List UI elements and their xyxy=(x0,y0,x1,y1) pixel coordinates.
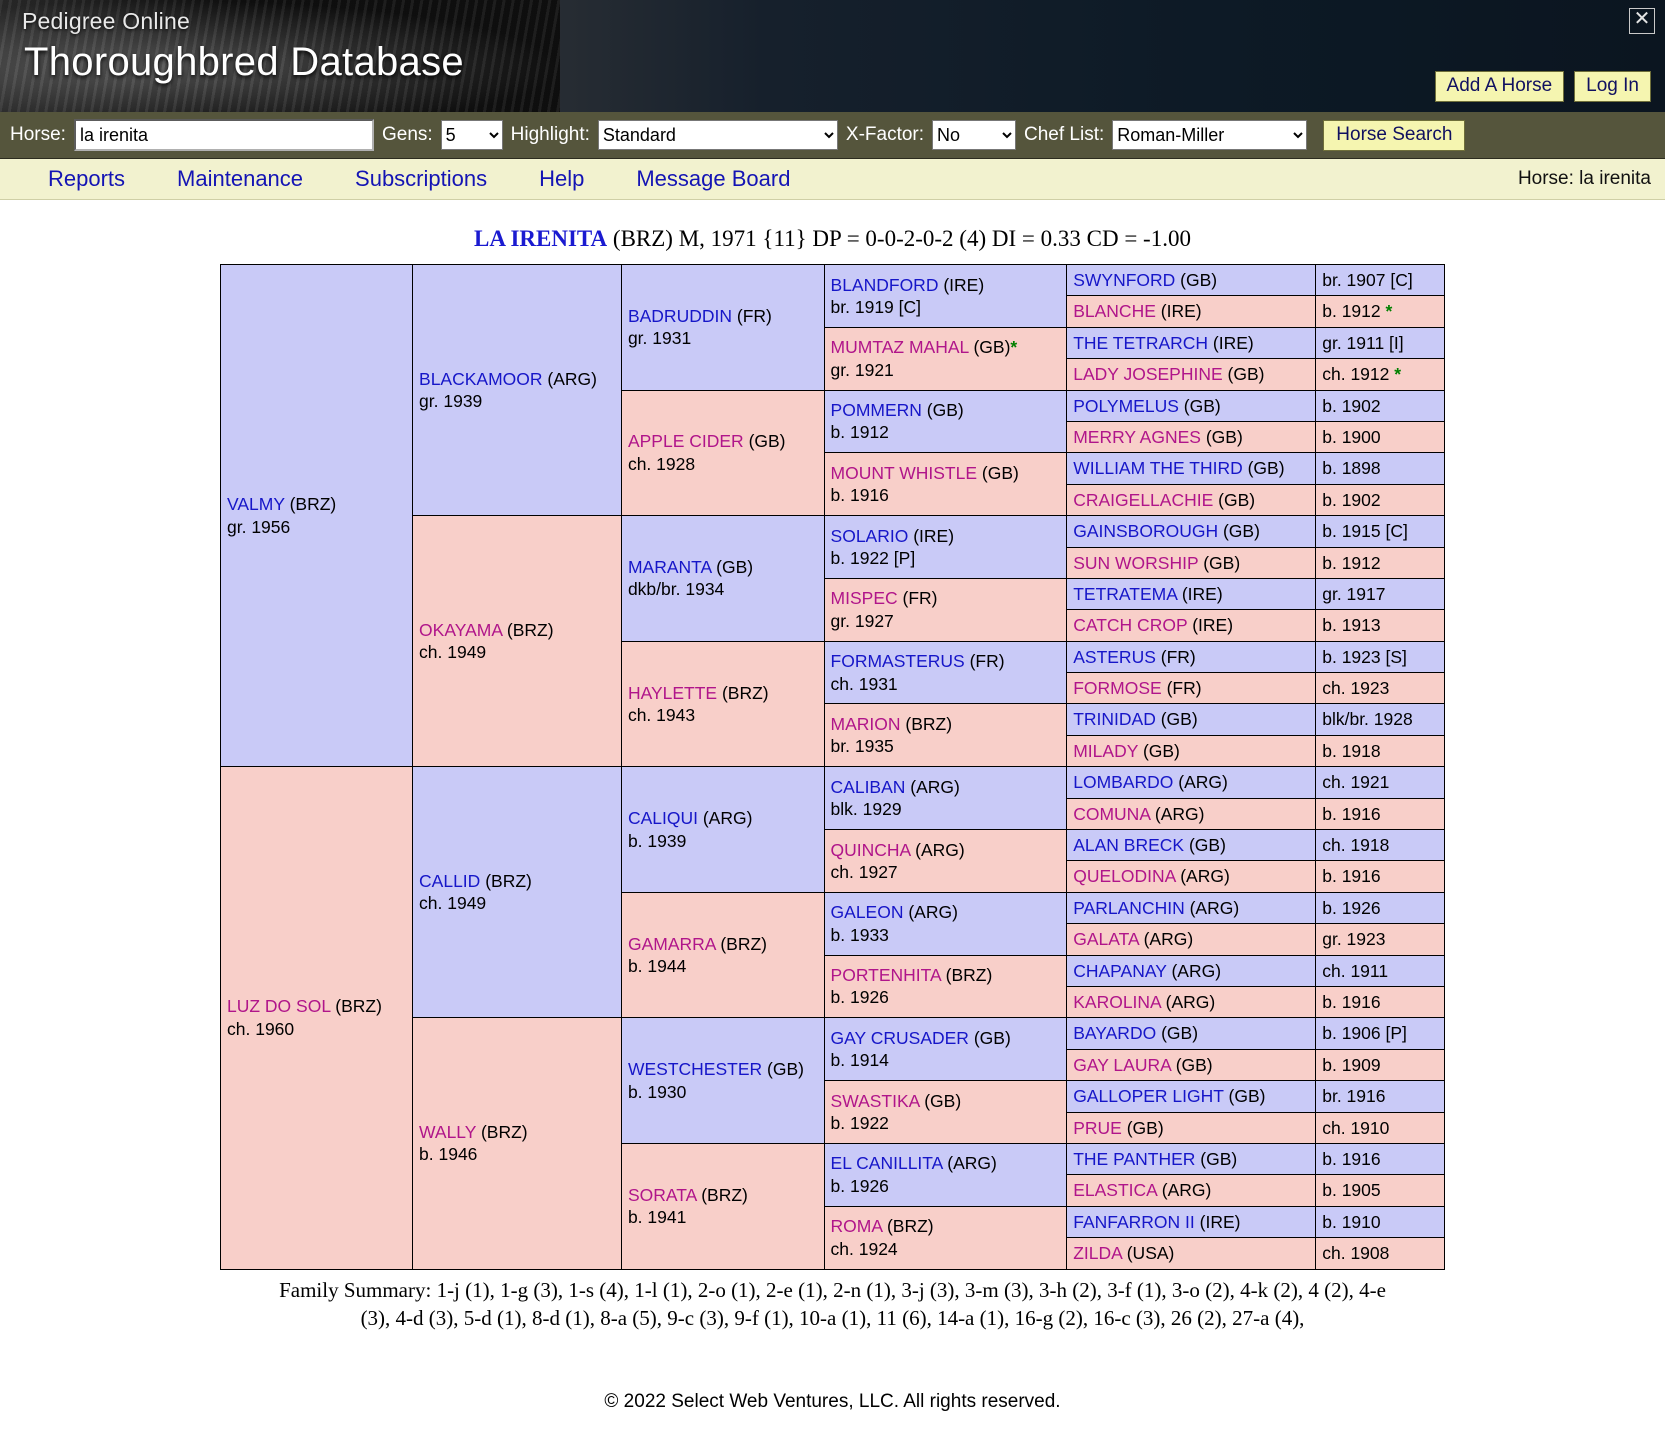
nav-item-help[interactable]: Help xyxy=(539,166,585,191)
add-a-horse-button[interactable]: Add A Horse xyxy=(1435,71,1565,102)
horse-link[interactable]: ZILDA xyxy=(1073,1243,1122,1264)
horse-date: b. 1922 [P] xyxy=(830,548,916,569)
pedigree-cell-gen5-date: br. 1916 xyxy=(1316,1081,1445,1112)
generations-select[interactable] xyxy=(441,120,503,150)
horse-link[interactable]: EL CANILLITA xyxy=(830,1153,943,1174)
pedigree-cell-gen5-date: b. 1916 xyxy=(1316,986,1445,1017)
horse-date: b. 1914 xyxy=(830,1050,889,1071)
horse-link[interactable]: PORTENHITA xyxy=(830,965,941,986)
pedigree-cell-gen4[interactable]: MISPEC (FR) gr. 1927 xyxy=(824,578,1067,641)
pedigree-cell-gen5[interactable]: GAY LAURA (GB) xyxy=(1067,1049,1316,1080)
horse-link[interactable]: FORMOSE xyxy=(1073,678,1162,699)
pedigree-cell-gen2[interactable]: WALLY (BRZ) b. 1946 xyxy=(413,1018,622,1269)
horse-link[interactable]: SWASTIKA xyxy=(830,1090,920,1111)
pedigree-cell-gen5-date: ch. 1912 * xyxy=(1316,359,1445,390)
pedigree-cell-gen4[interactable]: MARION (BRZ) br. 1935 xyxy=(824,704,1067,767)
log-in-button[interactable]: Log In xyxy=(1574,71,1651,102)
pedigree-cell-gen4[interactable]: ROMA (BRZ) ch. 1924 xyxy=(824,1206,1067,1269)
nav-item-subscriptions[interactable]: Subscriptions xyxy=(355,166,488,191)
horse-date: b. 1944 xyxy=(627,956,687,977)
gens-label: Gens: xyxy=(381,124,433,145)
horse-link[interactable]: BADRUDDIN xyxy=(627,305,732,326)
horse-link[interactable]: GAMARRA xyxy=(627,933,716,954)
pedigree-cell-gen5-date: b. 1906 [P] xyxy=(1316,1018,1445,1049)
horse-date: b. 1916 xyxy=(830,485,889,506)
family-summary: Family Summary: 1-j (1), 1-g (3), 1-s (4), 1-l (1), 2-o (1), 2-e (1), 2-n (1), 3-j (3), 3-m (3), 3-h (2), 3-f (1), 3-o (2), 4-k (2), 4 (2), 4-e (3), 4-d (3), 5-d (1), 8-d (1), 8-a (5), 9-c (3), 9-f (1), 10-a (1), 11 (6), 14-a (1), 16-g (2), 16-c (3), 26 (2), 27-a (4), xyxy=(279,1277,1386,1330)
pedigree-cell-gen5-date: b. 1913 xyxy=(1316,610,1445,641)
horse-link[interactable]: COMUNA xyxy=(1073,803,1151,824)
pedigree-cell-gen5-date: gr. 1923 xyxy=(1316,924,1445,955)
pedigree-cell-gen3[interactable]: GAMARRA (BRZ) b. 1944 xyxy=(621,892,824,1018)
horse-link[interactable]: SORATA xyxy=(627,1184,697,1205)
pedigree-cell-gen5-date: b. 1916 xyxy=(1316,1143,1445,1174)
pedigree-cell-gen1[interactable]: LUZ DO SOL (BRZ) ch. 1960 xyxy=(221,767,413,1269)
copyright-footer: © 2022 Select Web Ventures, LLC. All rights reserved. xyxy=(604,1391,1061,1412)
pedigree-cell-gen3[interactable]: APPLE CIDER (GB) ch. 1928 xyxy=(621,390,824,516)
horse-date: b. 1939 xyxy=(627,830,687,851)
pedigree-cell-gen5[interactable]: ASTERUS (FR) xyxy=(1067,641,1316,672)
pedigree-cell-gen5-date: b. 1905 xyxy=(1316,1175,1445,1206)
pedigree-table xyxy=(220,264,1445,1270)
search-toolbar xyxy=(0,112,1665,159)
horse-link[interactable]: HAYLETTE xyxy=(627,682,718,703)
horse-date: b. 1946 xyxy=(419,1144,478,1165)
horse-link[interactable]: MOUNT WHISTLE xyxy=(830,462,978,483)
horse-date: ch. 1931 xyxy=(830,673,898,694)
pedigree-cell-gen5-date: b. 1910 xyxy=(1316,1206,1445,1237)
horse-link[interactable]: WALLY xyxy=(419,1122,477,1143)
horse-link[interactable]: MERRY AGNES xyxy=(1073,426,1201,447)
horse-date: b. 1926 xyxy=(830,1175,889,1196)
pedigree-cell-gen3[interactable]: MARANTA (GB) dkb/br. 1934 xyxy=(621,516,824,642)
horse-link[interactable]: LOMBARDO xyxy=(1073,772,1174,793)
horse-date: gr. 1956 xyxy=(227,516,291,537)
pedigree-cell-gen5-date: b. 1902 xyxy=(1316,390,1445,421)
pedigree-cell-gen5[interactable]: ALAN BRECK (GB) xyxy=(1067,830,1316,861)
horse-date: ch. 1943 xyxy=(627,704,696,725)
horse-date: ch. 1927 xyxy=(830,861,898,882)
pedigree-cell-gen5-date: b. 1902 xyxy=(1316,484,1445,515)
horse-link[interactable]: TRINIDAD xyxy=(1073,709,1156,730)
pedigree-cell-gen4[interactable]: SOLARIO (IRE) b. 1922 [P] xyxy=(824,516,1067,579)
nav-item-reports[interactable]: Reports xyxy=(48,166,126,191)
horse-date: ch. 1960 xyxy=(227,1018,295,1039)
horse-link[interactable]: PARLANCHIN xyxy=(1073,897,1185,918)
horse-link[interactable]: MUMTAZ MAHAL xyxy=(830,337,969,358)
chef-list-label: Chef List: xyxy=(1024,124,1105,145)
horse-link[interactable]: CALLID xyxy=(419,870,481,891)
pedigree-cell-gen5-date: ch. 1918 xyxy=(1316,830,1445,861)
pedigree-cell-gen5[interactable]: GAINSBOROUGH (GB) xyxy=(1067,516,1316,547)
pedigree-cell-gen5-date: ch. 1910 xyxy=(1316,1112,1445,1143)
horse-date: b. 1912 xyxy=(830,422,889,443)
pedigree-cell-gen5[interactable]: THE TETRARCH (IRE) xyxy=(1067,327,1316,358)
pedigree-cell-gen3[interactable]: CALIQUI (ARG) b. 1939 xyxy=(621,767,824,893)
horse-date: ch. 1928 xyxy=(627,453,696,474)
horse-date: b. 1930 xyxy=(627,1081,687,1102)
horse-link[interactable]: ROMA xyxy=(830,1216,883,1237)
horse-link[interactable]: TETRATEMA xyxy=(1073,583,1177,604)
pedigree-cell-gen4[interactable]: PORTENHITA (BRZ) b. 1926 xyxy=(824,955,1067,1018)
close-icon[interactable]: ✕ xyxy=(1629,8,1655,34)
pedigree-cell-gen5-date: gr. 1917 xyxy=(1316,578,1445,609)
pedigree-row xyxy=(221,265,1445,296)
pedigree-cell-gen5[interactable]: MERRY AGNES (GB) xyxy=(1067,421,1316,452)
horse-label: Horse: xyxy=(10,124,66,145)
horse-link[interactable]: BAYARDO xyxy=(1073,1023,1157,1044)
horse-link[interactable]: BLACKAMOOR xyxy=(419,368,543,389)
pedigree-cell-gen3[interactable]: SORATA (BRZ) b. 1941 xyxy=(621,1143,824,1269)
pedigree-cell-gen5-date: b. 1926 xyxy=(1316,892,1445,923)
horse-link[interactable]: GAY LAURA xyxy=(1073,1054,1171,1075)
horse-link[interactable]: MILADY xyxy=(1073,740,1139,761)
pedigree-cell-gen5[interactable]: PARLANCHIN (ARG) xyxy=(1067,892,1316,923)
pedigree-cell-gen4[interactable]: MUMTAZ MAHAL (GB)* gr. 1921 xyxy=(824,327,1067,390)
pedigree-cell-gen5[interactable]: THE PANTHER (GB) xyxy=(1067,1143,1316,1174)
horse-link[interactable]: CALIBAN xyxy=(830,776,906,797)
pedigree-cell-gen4[interactable]: SWASTIKA (GB) b. 1922 xyxy=(824,1081,1067,1144)
horse-link[interactable]: APPLE CIDER xyxy=(627,431,744,452)
horse-link[interactable]: ALAN BRECK xyxy=(1073,835,1185,856)
pedigree-cell-gen5-date: gr. 1911 [I] xyxy=(1316,327,1445,358)
pedigree-cell-gen5-date: ch. 1908 xyxy=(1316,1238,1445,1269)
pedigree-cell-gen5-date: b. 1915 [C] xyxy=(1316,516,1445,547)
horse-link[interactable]: CRAIGELLACHIE xyxy=(1073,489,1214,510)
pedigree-cell-gen3[interactable]: BADRUDDIN (FR) gr. 1931 xyxy=(621,265,824,391)
pedigree-cell-gen5-date: ch. 1923 xyxy=(1316,673,1445,704)
site-name-large: Thoroughbred Database xyxy=(24,40,464,84)
horse-link[interactable]: GALATA xyxy=(1073,929,1139,950)
pedigree-cell-gen2[interactable]: OKAYAMA (BRZ) ch. 1949 xyxy=(413,516,622,767)
horse-link[interactable]: MISPEC xyxy=(830,588,898,609)
pedigree-cell-gen5-date: b. 1912 * xyxy=(1316,296,1445,327)
horse-link[interactable]: KAROLINA xyxy=(1073,991,1161,1012)
horse-link[interactable]: LUZ DO SOL xyxy=(227,996,331,1017)
pedigree-cell-gen5[interactable]: CHAPANAY (ARG) xyxy=(1067,955,1316,986)
horse-link[interactable]: SUN WORSHIP xyxy=(1073,552,1199,573)
pedigree-cell-gen5[interactable]: LADY JOSEPHINE (GB) xyxy=(1067,359,1316,390)
horse-date: gr. 1939 xyxy=(419,391,483,412)
horse-link[interactable]: WILLIAM THE THIRD xyxy=(1073,458,1243,479)
site-banner xyxy=(0,0,1665,112)
pedigree-cell-gen3[interactable]: WESTCHESTER (GB) b. 1930 xyxy=(621,1018,824,1144)
horse-link[interactable]: POLYMELUS xyxy=(1073,395,1179,416)
pedigree-cell-gen5[interactable]: BAYARDO (GB) xyxy=(1067,1018,1316,1049)
pedigree-cell-gen5-date: br. 1907 [C] xyxy=(1316,265,1445,296)
pedigree-subject-details: (BRZ) M, 1971 {11} DP = 0-0-2-0-2 (4) DI = 0.33 CD = -1.00 xyxy=(612,226,1191,251)
horse-link[interactable]: CATCH CROP xyxy=(1073,615,1188,636)
pedigree-cell-gen5-date: b. 1898 xyxy=(1316,453,1445,484)
pedigree-cell-gen5-date: b. 1923 [S] xyxy=(1316,641,1445,672)
pedigree-cell-gen5-date: b. 1909 xyxy=(1316,1049,1445,1080)
pedigree-cell-gen2[interactable]: BLACKAMOOR (ARG) gr. 1939 xyxy=(413,265,622,516)
pedigree-cell-gen5[interactable]: TRINIDAD (GB) xyxy=(1067,704,1316,735)
pedigree-cell-gen4[interactable]: QUINCHA (ARG) ch. 1927 xyxy=(824,830,1067,893)
horse-link[interactable]: VALMY xyxy=(227,494,285,515)
horse-date: br. 1919 [C] xyxy=(830,296,922,317)
pedigree-cell-gen5[interactable]: PRUE (GB) xyxy=(1067,1112,1316,1143)
pedigree-cell-gen5[interactable]: WILLIAM THE THIRD (GB) xyxy=(1067,453,1316,484)
pedigree-cell-gen5[interactable]: LOMBARDO (ARG) xyxy=(1067,767,1316,798)
horse-date: ch. 1924 xyxy=(830,1238,898,1259)
banner-button-group xyxy=(1435,71,1651,102)
horse-link[interactable]: MARANTA xyxy=(627,557,712,578)
pedigree-cell-gen5[interactable]: CRAIGELLACHIE (GB) xyxy=(1067,484,1316,515)
nav-item-message-board[interactable]: Message Board xyxy=(636,166,791,191)
horse-link[interactable]: ASTERUS xyxy=(1073,646,1156,667)
horse-date: b. 1941 xyxy=(627,1207,687,1228)
current-horse-label: Horse: la irenita xyxy=(1517,168,1651,189)
horse-link[interactable]: THE PANTHER xyxy=(1073,1148,1196,1169)
pedigree-cell-gen4[interactable]: MOUNT WHISTLE (GB) b. 1916 xyxy=(824,453,1067,516)
horse-link[interactable]: GAY CRUSADER xyxy=(830,1027,969,1048)
pedigree-cell-gen5[interactable]: TETRATEMA (IRE) xyxy=(1067,578,1316,609)
pedigree-cell-gen5[interactable]: SWYNFORD (GB) xyxy=(1067,265,1316,296)
pedigree-cell-gen5[interactable]: GALATA (ARG) xyxy=(1067,924,1316,955)
horse-date: ch. 1949 xyxy=(419,893,487,914)
x-factor-select[interactable] xyxy=(932,120,1016,150)
pedigree-cell-gen3[interactable]: HAYLETTE (BRZ) ch. 1943 xyxy=(621,641,824,767)
horse-link[interactable]: FORMASTERUS xyxy=(830,651,965,672)
chef-list-select[interactable] xyxy=(1112,120,1307,150)
pedigree-cell-gen5-date: b. 1916 xyxy=(1316,861,1445,892)
horse-link[interactable]: ELASTICA xyxy=(1073,1180,1157,1201)
horse-link[interactable]: LADY JOSEPHINE xyxy=(1073,364,1223,385)
pedigree-cell-gen5[interactable]: POLYMELUS (GB) xyxy=(1067,390,1316,421)
horse-link[interactable]: THE TETRARCH xyxy=(1073,332,1209,353)
pedigree-cell-gen5[interactable]: COMUNA (ARG) xyxy=(1067,798,1316,829)
pedigree-cell-gen5[interactable]: ZILDA (USA) xyxy=(1067,1238,1316,1269)
pedigree-cell-gen4[interactable]: EL CANILLITA (ARG) b. 1926 xyxy=(824,1143,1067,1206)
pedigree-cell-gen5[interactable]: CATCH CROP (IRE) xyxy=(1067,610,1316,641)
horse-link[interactable]: SOLARIO xyxy=(830,525,909,546)
pedigree-cell-gen2[interactable]: CALLID (BRZ) ch. 1949 xyxy=(413,767,622,1018)
pedigree-cell-gen5-date: ch. 1911 xyxy=(1316,955,1445,986)
horse-link[interactable]: QUELODINA xyxy=(1073,866,1176,887)
horse-date: ch. 1949 xyxy=(419,642,487,663)
pedigree-cell-gen4[interactable]: POMMERN (GB) b. 1912 xyxy=(824,390,1067,453)
pedigree-row xyxy=(221,767,1445,798)
site-name-small: Pedigree Online xyxy=(22,8,190,34)
nav-item-maintenance[interactable]: Maintenance xyxy=(177,166,304,191)
pedigree-cell-gen5[interactable]: BLANCHE (IRE) xyxy=(1067,296,1316,327)
pedigree-cell-gen5-date: b. 1912 xyxy=(1316,547,1445,578)
horse-date: b. 1933 xyxy=(830,924,889,945)
pedigree-cell-gen5-date: b. 1900 xyxy=(1316,421,1445,452)
pedigree-cell-gen4[interactable]: GAY CRUSADER (GB) b. 1914 xyxy=(824,1018,1067,1081)
pedigree-cell-gen4[interactable]: BLANDFORD (IRE) br. 1919 [C] xyxy=(824,265,1067,328)
horse-link[interactable]: QUINCHA xyxy=(830,839,911,860)
pedigree-cell-gen5[interactable]: SUN WORSHIP (GB) xyxy=(1067,547,1316,578)
pedigree-cell-gen1[interactable]: VALMY (BRZ) gr. 1956 xyxy=(221,265,413,767)
highlight-label: Highlight: xyxy=(510,124,590,145)
pedigree-cell-gen4[interactable]: FORMASTERUS (FR) ch. 1931 xyxy=(824,641,1067,704)
horse-date: gr. 1921 xyxy=(830,359,894,380)
horse-link[interactable]: GALEON xyxy=(830,902,904,923)
horse-link[interactable]: MARION xyxy=(830,713,901,734)
pedigree-cell-gen5[interactable]: GALLOPER LIGHT (GB) xyxy=(1067,1081,1316,1112)
pedigree-cell-gen5[interactable]: ELASTICA (ARG) xyxy=(1067,1175,1316,1206)
pedigree-cell-gen4[interactable]: CALIBAN (ARG) blk. 1929 xyxy=(824,767,1067,830)
asterisk-marker: * xyxy=(1385,301,1393,322)
pedigree-title xyxy=(0,226,1665,252)
pedigree-cell-gen5-date: b. 1918 xyxy=(1316,735,1445,766)
horse-date: gr. 1927 xyxy=(830,610,894,631)
pedigree-subject-name[interactable]: LA IRENITA xyxy=(474,226,608,251)
horse-link[interactable]: GALLOPER LIGHT xyxy=(1073,1086,1224,1107)
horse-link[interactable]: FANFARRON II xyxy=(1073,1211,1195,1232)
horse-search-input[interactable] xyxy=(74,119,374,151)
horse-link[interactable]: SWYNFORD xyxy=(1073,270,1176,290)
horse-link[interactable]: CHAPANAY xyxy=(1073,960,1167,981)
horse-date: b. 1926 xyxy=(830,987,889,1008)
pedigree-chart xyxy=(220,264,1445,1270)
horse-link[interactable]: BLANDFORD xyxy=(830,274,939,295)
pedigree-cell-gen5[interactable]: MILADY (GB) xyxy=(1067,735,1316,766)
asterisk-marker: * xyxy=(1394,364,1402,385)
pedigree-cell-gen5[interactable]: QUELODINA (ARG) xyxy=(1067,861,1316,892)
pedigree-cell-gen5-date: ch. 1921 xyxy=(1316,767,1445,798)
highlight-select[interactable] xyxy=(598,120,838,150)
horse-date: blk. 1929 xyxy=(830,799,902,820)
pedigree-cell-gen4[interactable]: GALEON (ARG) b. 1933 xyxy=(824,892,1067,955)
horse-search-button[interactable]: Horse Search xyxy=(1323,120,1465,151)
horse-date: dkb/br. 1934 xyxy=(627,579,725,600)
pedigree-cell-gen5[interactable]: FORMOSE (FR) xyxy=(1067,673,1316,704)
pedigree-cell-gen5[interactable]: FANFARRON II (IRE) xyxy=(1067,1206,1316,1237)
horse-link[interactable]: CALIQUI xyxy=(627,808,698,829)
asterisk-marker: * xyxy=(1010,337,1018,358)
horse-link[interactable]: WESTCHESTER xyxy=(627,1059,763,1080)
x-factor-label: X-Factor: xyxy=(845,124,925,145)
main-nav xyxy=(0,159,1665,200)
horse-date: br. 1935 xyxy=(830,736,894,757)
pedigree-cell-gen5-date: b. 1916 xyxy=(1316,798,1445,829)
horse-link[interactable]: POMMERN xyxy=(830,400,922,421)
horse-link[interactable]: BLANCHE xyxy=(1073,301,1156,322)
horse-link[interactable]: GAINSBOROUGH xyxy=(1073,521,1219,542)
horse-date: gr. 1931 xyxy=(627,328,692,349)
pedigree-cell-gen5-date: blk/br. 1928 xyxy=(1316,704,1445,735)
horse-link[interactable]: OKAYAMA xyxy=(419,619,503,640)
pedigree-cell-gen5[interactable]: KAROLINA (ARG) xyxy=(1067,986,1316,1017)
horse-link[interactable]: PRUE xyxy=(1073,1117,1122,1138)
horse-date: b. 1922 xyxy=(830,1113,889,1134)
